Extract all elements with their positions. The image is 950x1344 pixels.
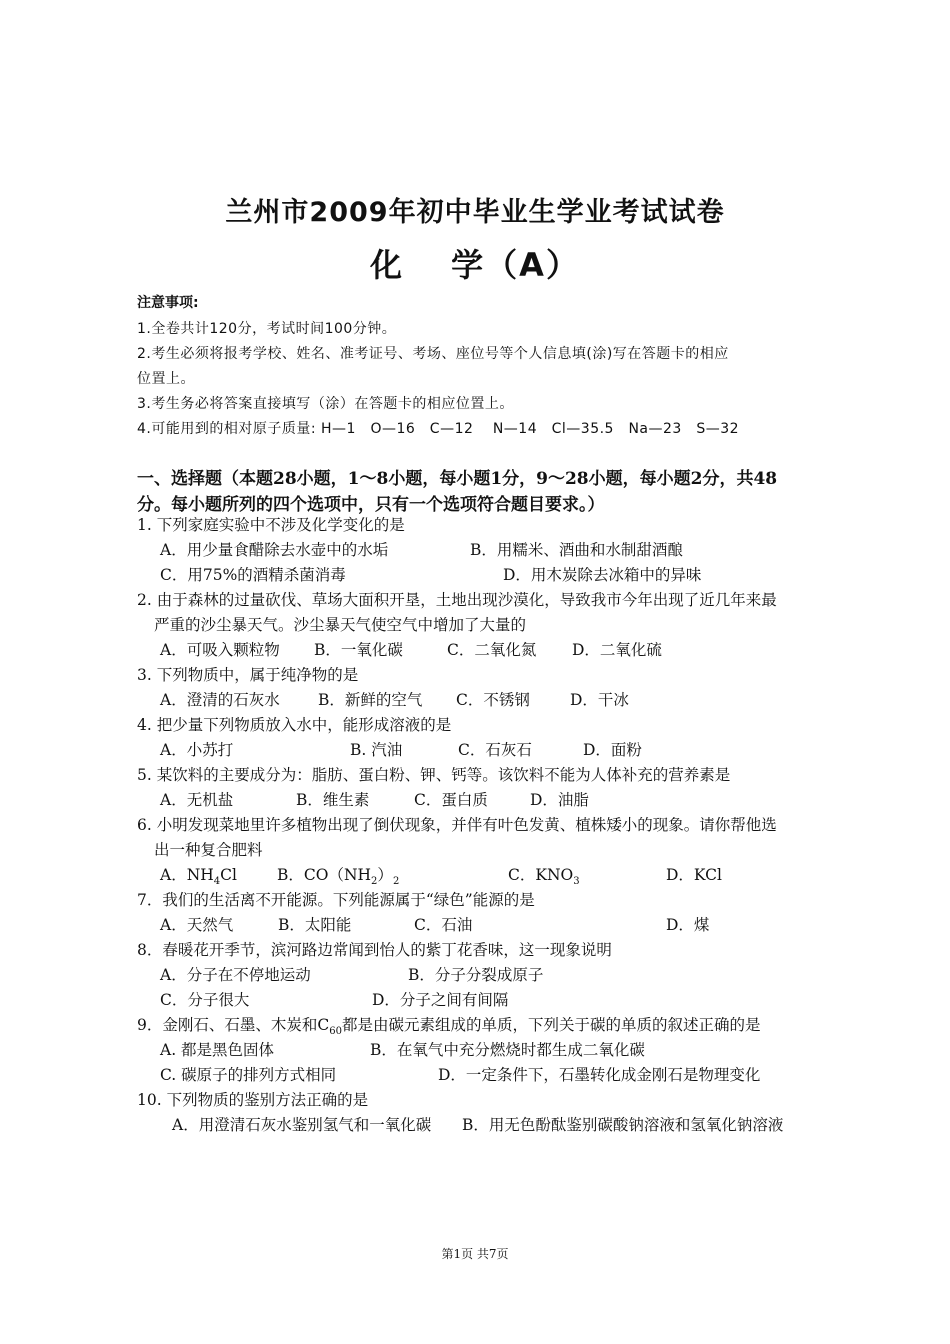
notice-line: 4.可能用到的相对原子质量: H—1 O—16 C—12 N—14 Cl—35.5 Na—23 S—32 bbox=[137, 421, 740, 437]
q3-option-d: D．干冰 bbox=[570, 691, 629, 709]
notice-heading: 注意事项: bbox=[137, 295, 199, 311]
q2-option-d: D．二氧化硫 bbox=[572, 641, 662, 659]
question-9-stem: 9．金刚石、石墨、木炭和$C_{60}$都是由碳元素组成的单质，下列关于碳的单质的叙述正确的是 bbox=[137, 1016, 761, 1038]
q3-option-a: A．澄清的石灰水 bbox=[160, 691, 280, 709]
q2-option-c: C．二氧化氮 bbox=[447, 641, 537, 659]
q2-option-a: A．可吸入颗粒物 bbox=[160, 641, 280, 659]
question-7-stem: 7．我们的生活离不开能源。下列能源属于“绿色”能源的是 bbox=[137, 891, 535, 909]
q7-option-a: A．天然气 bbox=[160, 916, 234, 934]
q7-option-c: C．石油 bbox=[414, 916, 473, 934]
page-footer: 第1页 共7页 bbox=[441, 1247, 509, 1261]
q7-option-d: D．煤 bbox=[666, 916, 710, 934]
q4-option-a: A．小苏打 bbox=[160, 741, 234, 759]
q7-option-b: B．太阳能 bbox=[278, 916, 352, 934]
q8-option-b: B．分子分裂成原子 bbox=[408, 966, 544, 984]
q8-option-d: D．分子之间有间隔 bbox=[372, 991, 509, 1009]
q8-option-c: C．分子很大 bbox=[160, 991, 250, 1009]
q9-option-a: A. 都是黑色固体 bbox=[160, 1041, 275, 1059]
q4-option-b: B. 汽油 bbox=[350, 741, 403, 759]
question-4-stem: 4. 把少量下列物质放入水中，能形成溶液的是 bbox=[137, 716, 452, 734]
q9-option-b: B．在氧气中充分燃烧时都生成二氧化碳 bbox=[370, 1041, 645, 1059]
question-10-stem: 10. 下列物质的鉴别方法正确的是 bbox=[137, 1091, 369, 1109]
notice-line: 位置上。 bbox=[137, 371, 195, 387]
exam-title: 兰州市2009年初中毕业生学业考试试卷 bbox=[225, 197, 725, 228]
question-6-stem: 6. 小明发现菜地里许多植物出现了倒伏现象，并伴有叶色发黄、植株矮小的现象。请你帮他选 bbox=[137, 816, 777, 834]
question-3-stem: 3. 下列物质中，属于纯净物的是 bbox=[137, 666, 359, 684]
q10-option-b: B．用无色酚酞鉴别碳酸钠溶液和氢氧化钠溶液 bbox=[462, 1116, 784, 1134]
q3-option-c: C．不锈钢 bbox=[456, 691, 530, 709]
question-5-stem: 5. 某饮料的主要成分为：脂肪、蛋白粉、钾、钙等。该饮料不能为人体补充的营养素是 bbox=[137, 766, 731, 784]
notice-line: 3.考生务必将答案直接填写（涂）在答题卡的相应位置上。 bbox=[137, 396, 514, 412]
q6-option-b: B．$CO(NH_2)_2$ bbox=[277, 866, 400, 888]
question-8-stem: 8．春暖花开季节，滨河路边常闻到怡人的紫丁花香味，这一现象说明 bbox=[137, 941, 612, 959]
q10-option-a: A．用澄清石灰水鉴别氢气和一氧化碳 bbox=[172, 1116, 432, 1134]
q5-option-b: B．维生素 bbox=[296, 791, 370, 809]
q1-option-b: B．用糯米、酒曲和水制甜酒酿 bbox=[470, 541, 683, 559]
question-1-stem: 1. 下列家庭实验中不涉及化学变化的是 bbox=[137, 516, 405, 534]
q1-option-c: C．用75%的酒精杀菌消毒 bbox=[160, 566, 346, 584]
question-6-stem-cont: 出一种复合肥料 bbox=[154, 841, 263, 859]
question-2-stem-cont: 严重的沙尘暴天气。沙尘暴天气使空气中增加了大量的 bbox=[154, 616, 527, 634]
notice-line: 1.全卷共计120分，考试时间100分钟。 bbox=[137, 321, 397, 337]
section-heading-cont: 分。每小题所列的四个选项中，只有一个选项符合题目要求。） bbox=[137, 495, 605, 515]
subject-title: 化 学（A） bbox=[370, 246, 580, 284]
q6-option-a: A．$NH_4Cl$ bbox=[160, 866, 237, 888]
q6-option-c: C．$KNO_3$ bbox=[508, 866, 580, 888]
q9-option-d: D．一定条件下，石墨转化成金刚石是物理变化 bbox=[438, 1066, 761, 1084]
q1-option-d: D．用木炭除去冰箱中的异味 bbox=[503, 566, 702, 584]
q8-option-a: A．分子在不停地运动 bbox=[160, 966, 311, 984]
q4-option-c: C．石灰石 bbox=[458, 741, 532, 759]
q5-option-a: A．无机盐 bbox=[160, 791, 234, 809]
section-heading: 一、选择题（本题28小题，1～8小题，每小题1分，9～28小题，每小题2分，共48 bbox=[137, 469, 778, 489]
q6-option-d: D．KCl bbox=[666, 866, 722, 884]
q9-option-c: C. 碳原子的排列方式相同 bbox=[160, 1066, 337, 1084]
notice-line: 2.考生必须将报考学校、姓名、准考证号、考场、座位号等个人信息填(涂)写在答题卡的相应 bbox=[137, 346, 729, 362]
q5-option-c: C．蛋白质 bbox=[414, 791, 488, 809]
q2-option-b: B．一氧化碳 bbox=[314, 641, 403, 659]
q4-option-d: D．面粉 bbox=[583, 741, 642, 759]
q3-option-b: B．新鲜的空气 bbox=[318, 691, 423, 709]
q1-option-a: A．用少量食醋除去水壶中的水垢 bbox=[160, 541, 389, 559]
question-2-stem: 2. 由于森林的过量砍伐、草场大面积开垦，土地出现沙漠化，导致我市今年出现了近几年来最 bbox=[137, 591, 777, 609]
q5-option-d: D．油脂 bbox=[530, 791, 589, 809]
